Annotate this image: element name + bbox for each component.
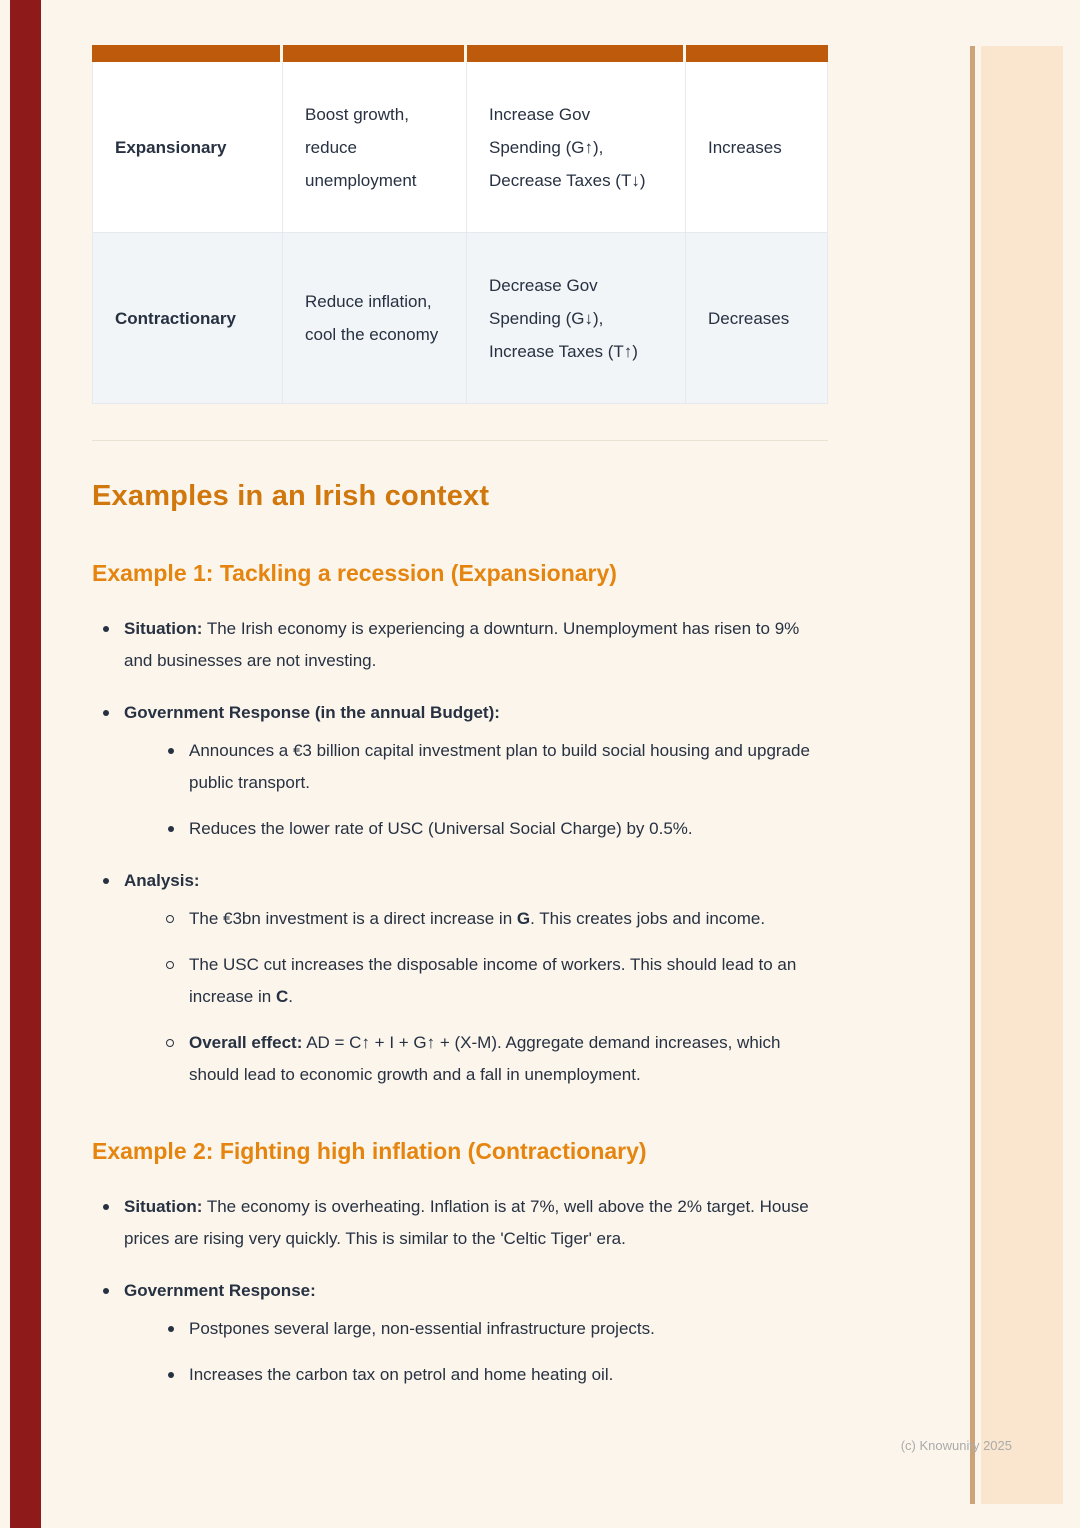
table-header-cell	[467, 45, 686, 62]
government-response-sublist	[157, 1313, 828, 1391]
example1-list	[92, 613, 828, 1091]
cell-policy-tools: Increase Gov Spending (G↑), Decrease Taxes (T↓)	[467, 62, 686, 232]
cell-policy-type: Expansionary	[93, 62, 283, 232]
list-item-text: Postpones several large, non-essential infrastructure projects.	[189, 1319, 655, 1338]
list-item-text: Increases the carbon tax on petrol and home heating oil.	[189, 1365, 614, 1384]
analysis-bold-term: C	[275, 987, 289, 1006]
right-accent-line	[970, 46, 975, 1504]
analysis-text: The €3bn investment is a direct increase in	[189, 909, 517, 928]
cell-policy-effect: Decreases	[708, 308, 790, 328]
analysis-sublist	[157, 903, 828, 1091]
analysis-item	[157, 949, 828, 1013]
cell-policy-aim: Boost growth, reduce unemployment	[283, 62, 467, 232]
list-item-government-response	[92, 697, 828, 845]
list-item-situation	[92, 613, 828, 677]
disc-bullet-icon	[103, 878, 109, 884]
disc-bullet-icon	[103, 710, 109, 716]
list-item	[157, 735, 828, 799]
cell-policy-aim: Reduce inflation, cool the economy	[283, 233, 467, 403]
list-item-text: Reduces the lower rate of USC (Universal Social Charge) by 0.5%.	[189, 819, 693, 838]
table-header-row	[92, 45, 828, 62]
table-header-cell	[283, 45, 467, 62]
disc-bullet-icon	[168, 1372, 174, 1378]
disc-bullet-icon	[103, 1204, 109, 1210]
analysis-bold-term: G	[516, 909, 531, 928]
fiscal-policy-table	[92, 45, 828, 404]
disc-bullet-icon	[103, 1288, 109, 1294]
table-row	[93, 62, 827, 232]
situation-label: Situation:	[124, 619, 203, 638]
table-header-cell	[686, 45, 828, 62]
list-item	[157, 1359, 828, 1391]
list-item-analysis	[92, 865, 828, 1091]
example2-list	[92, 1191, 828, 1391]
list-item-text: Announces a €3 billion capital investment plan to build social housing and upgrade public transport.	[189, 741, 810, 792]
government-response-label: Government Response:	[124, 1281, 316, 1300]
disc-bullet-icon	[168, 748, 174, 754]
government-response-sublist	[157, 735, 828, 845]
table-row	[93, 232, 827, 403]
list-item-situation	[92, 1191, 828, 1255]
left-accent-stripe	[10, 0, 41, 1528]
disc-bullet-icon	[168, 1326, 174, 1332]
analysis-label: Analysis:	[124, 871, 200, 890]
analysis-text: .	[288, 987, 293, 1006]
table-header-cell	[92, 45, 283, 62]
list-item-government-response	[92, 1275, 828, 1391]
overall-effect-text: AD = C↑ + I + G↑ + (X-M). Aggregate demand increases, which should lead to economic growth and a fall in unemployment.	[189, 1033, 781, 1084]
analysis-text: . This creates jobs and income.	[530, 909, 766, 928]
page-content	[92, 0, 828, 1391]
overall-effect-label: Overall effect:	[189, 1033, 303, 1052]
disc-bullet-icon	[168, 826, 174, 832]
table-body	[92, 62, 828, 404]
section-title: Examples in an Irish context	[92, 480, 490, 512]
situation-text: The economy is overheating. Inflation is at 7%, well above the 2% target. House prices are rising very quickly. This is similar to the 'Celtic Tiger' era.	[124, 1197, 809, 1248]
example1-title: Example 1: Tackling a recession (Expansionary)	[92, 560, 617, 586]
cell-policy-type: Contractionary	[93, 233, 283, 403]
cell-policy-tools: Decrease Gov Spending (G↓), Increase Taxes (T↑)	[467, 233, 686, 403]
analysis-text: The USC cut increases the disposable income of workers. This should lead to an increase in	[189, 955, 797, 1006]
disc-bullet-icon	[103, 626, 109, 632]
analysis-item	[157, 903, 828, 935]
example2-title: Example 2: Fighting high inflation (Contractionary)	[92, 1138, 647, 1164]
right-accent-band	[981, 46, 1063, 1504]
circle-bullet-icon	[166, 961, 174, 969]
government-response-label: Government Response (in the annual Budget):	[124, 703, 500, 722]
analysis-item-overall-effect	[157, 1027, 828, 1091]
cell-policy-effect: Increases	[708, 137, 782, 157]
list-item	[157, 1313, 828, 1345]
section-divider	[92, 440, 828, 441]
copyright-notice: (c) Knowunity 2025	[900, 1438, 1012, 1453]
list-item	[157, 813, 828, 845]
situation-label: Situation:	[124, 1197, 203, 1216]
circle-bullet-icon	[166, 915, 174, 923]
circle-bullet-icon	[166, 1039, 174, 1047]
situation-text: The Irish economy is experiencing a downturn. Unemployment has risen to 9% and businesses are not investing.	[124, 619, 800, 670]
